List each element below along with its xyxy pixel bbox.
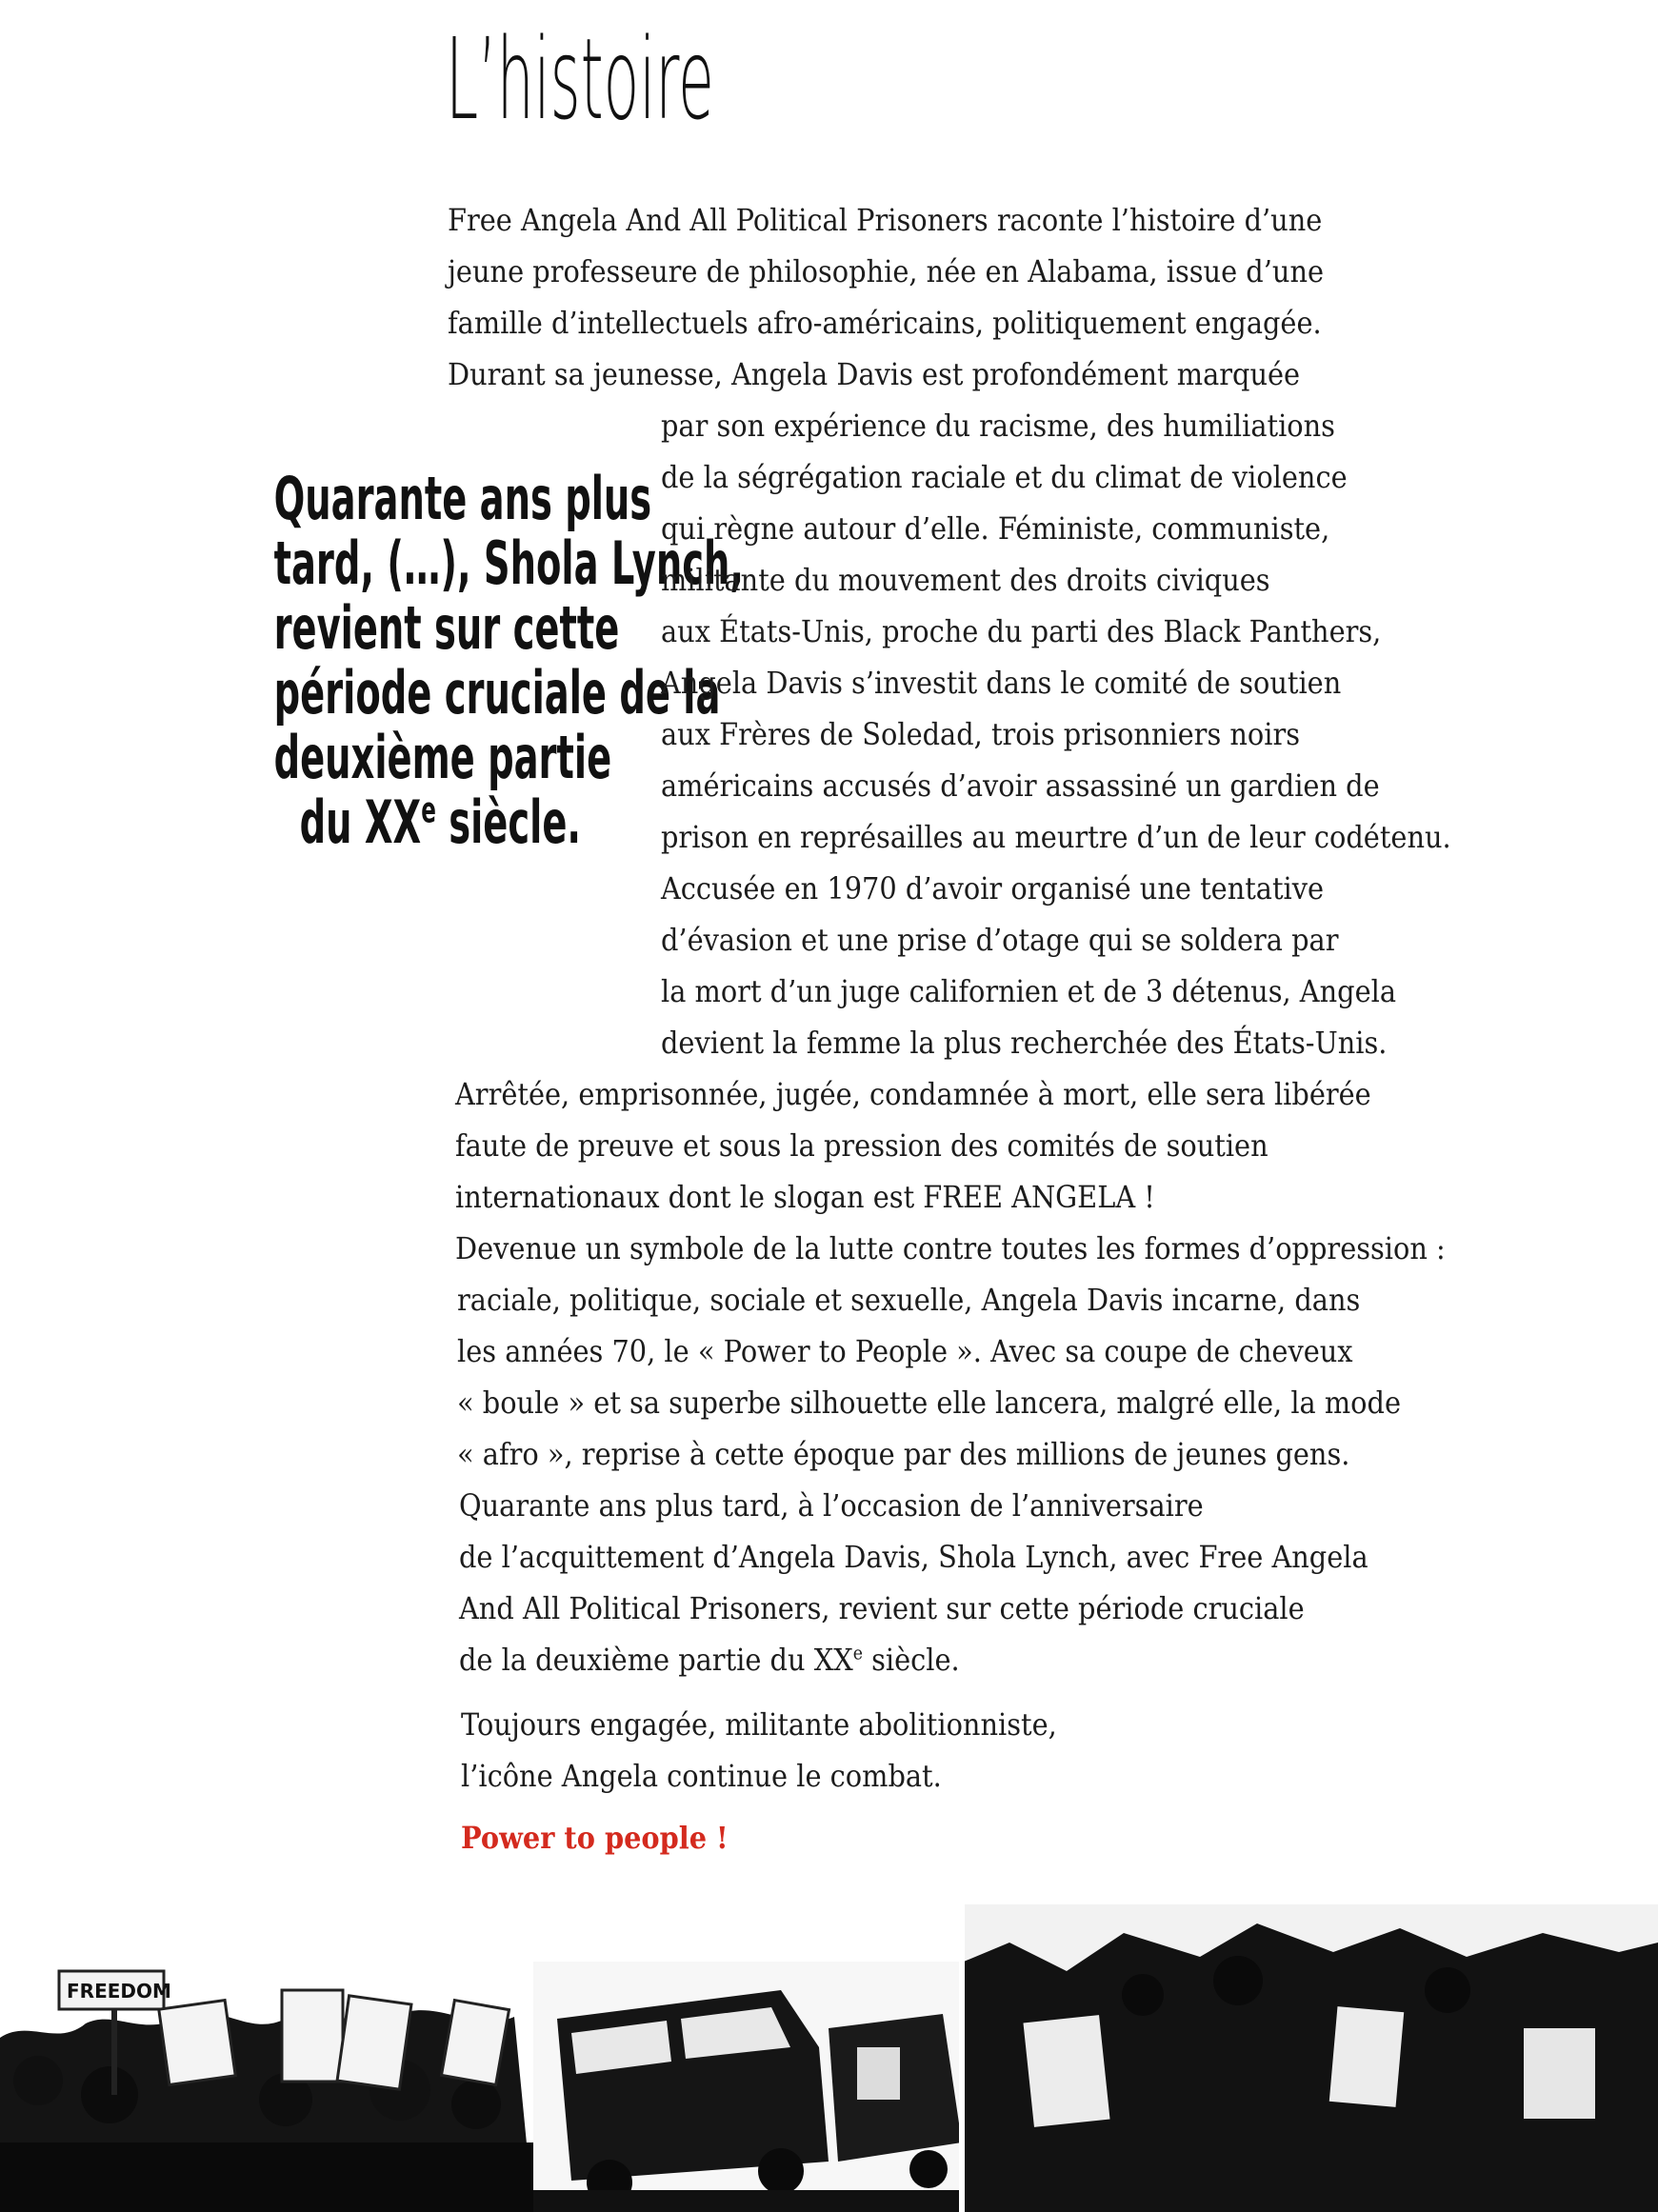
- body-line: Free Angela And All Political Prisoners raconte l’histoire d’une: [448, 202, 1323, 238]
- pull-quote-line: revient sur cette: [273, 593, 620, 663]
- body-line: Devenue un symbole de la lutte contre toutes les formes d’oppression :: [455, 1230, 1446, 1266]
- protest-march-photo: [0, 1971, 533, 2212]
- body-line: l’icône Angela continue le combat.: [461, 1758, 942, 1794]
- superscript: e: [852, 1642, 863, 1664]
- body-line: qui règne autour d’elle. Féministe, communiste,: [661, 510, 1330, 547]
- body-line: de la deuxième partie du XXe siècle.: [459, 1642, 960, 1678]
- body-line: jeune professeure de philosophie, née en Alabama, issue d’une: [448, 253, 1325, 289]
- body-line: « boule » et sa superbe silhouette elle lancera, malgré elle, la mode: [457, 1385, 1401, 1421]
- page-title: L’histoire: [446, 13, 714, 145]
- body-line: américains accusés d’avoir assassiné un gardien de: [661, 767, 1380, 804]
- body-line: Accusée en 1970 d’avoir organisé une tentative: [661, 870, 1325, 907]
- body-line: Angela Davis s’investit dans le comité de soutien: [661, 665, 1342, 701]
- body-line: d’évasion et une prise d’otage qui se soldera par: [661, 922, 1339, 958]
- body-line: Quarante ans plus tard, à l’occasion de l’anniversaire: [459, 1487, 1204, 1524]
- body-line: Durant sa jeunesse, Angela Davis est profondément marquée: [448, 356, 1301, 392]
- body-line: aux États-Unis, proche du parti des Black Panthers,: [661, 613, 1382, 649]
- body-line: de l’acquittement d’Angela Davis, Shola Lynch, avec Free Angela: [459, 1539, 1368, 1575]
- body-line: par son expérience du racisme, des humiliations: [661, 408, 1335, 444]
- photo-strip: [0, 1904, 1658, 2212]
- body-line: faute de preuve et sous la pression des comités de soutien: [455, 1127, 1268, 1164]
- body-line: de la ségrégation raciale et du climat de violence: [661, 459, 1348, 495]
- body-line: aux Frères de Soledad, trois prisonniers noirs: [661, 716, 1301, 752]
- body-line: famille d’intellectuels afro-américains, politiquement engagée.: [448, 305, 1322, 341]
- superscript: e: [421, 788, 436, 831]
- body-line: Toujours engagée, militante abolitionniste,: [461, 1706, 1057, 1743]
- placard-freedom: FREEDOM: [67, 1980, 171, 2003]
- pull-quote-line: tard, (…), Shola Lynch,: [273, 528, 744, 598]
- body-line: internationaux dont le slogan est FREE ANGELA !: [455, 1179, 1155, 1215]
- body-line: la mort d’un juge californien et de 3 détenus, Angela: [661, 973, 1397, 1009]
- closing-slogan: Power to people !: [461, 1820, 729, 1856]
- body-line: prison en représailles au meurtre d’un de leur codétenu.: [661, 819, 1451, 855]
- pull-quote-line: période cruciale de la: [273, 658, 721, 727]
- protest-photo-collage: [0, 1904, 1658, 2212]
- pull-quote-line: du XXe siècle.: [299, 787, 581, 857]
- body-line: Arrêtée, emprisonnée, jugée, condamnée à mort, elle sera libérée: [455, 1076, 1371, 1112]
- body-line: « afro », reprise à cette époque par des millions de jeunes gens.: [457, 1436, 1350, 1472]
- body-line: devient la femme la plus recherchée des États-Unis.: [661, 1025, 1388, 1061]
- pull-quote-line: Quarante ans plus: [273, 464, 652, 533]
- pull-quote-line: deuxième partie: [273, 723, 612, 792]
- body-line: militante du mouvement des droits civiques: [661, 562, 1270, 598]
- body-line: les années 70, le « Power to People ». Avec sa coupe de cheveux: [457, 1333, 1353, 1369]
- body-line: raciale, politique, sociale et sexuelle, Angela Davis incarne, dans: [457, 1282, 1361, 1318]
- police-van-photo: [533, 1962, 971, 2212]
- crowd-photo: [962, 1904, 1658, 2212]
- body-line: And All Political Prisoners, revient sur cette période cruciale: [459, 1590, 1305, 1626]
